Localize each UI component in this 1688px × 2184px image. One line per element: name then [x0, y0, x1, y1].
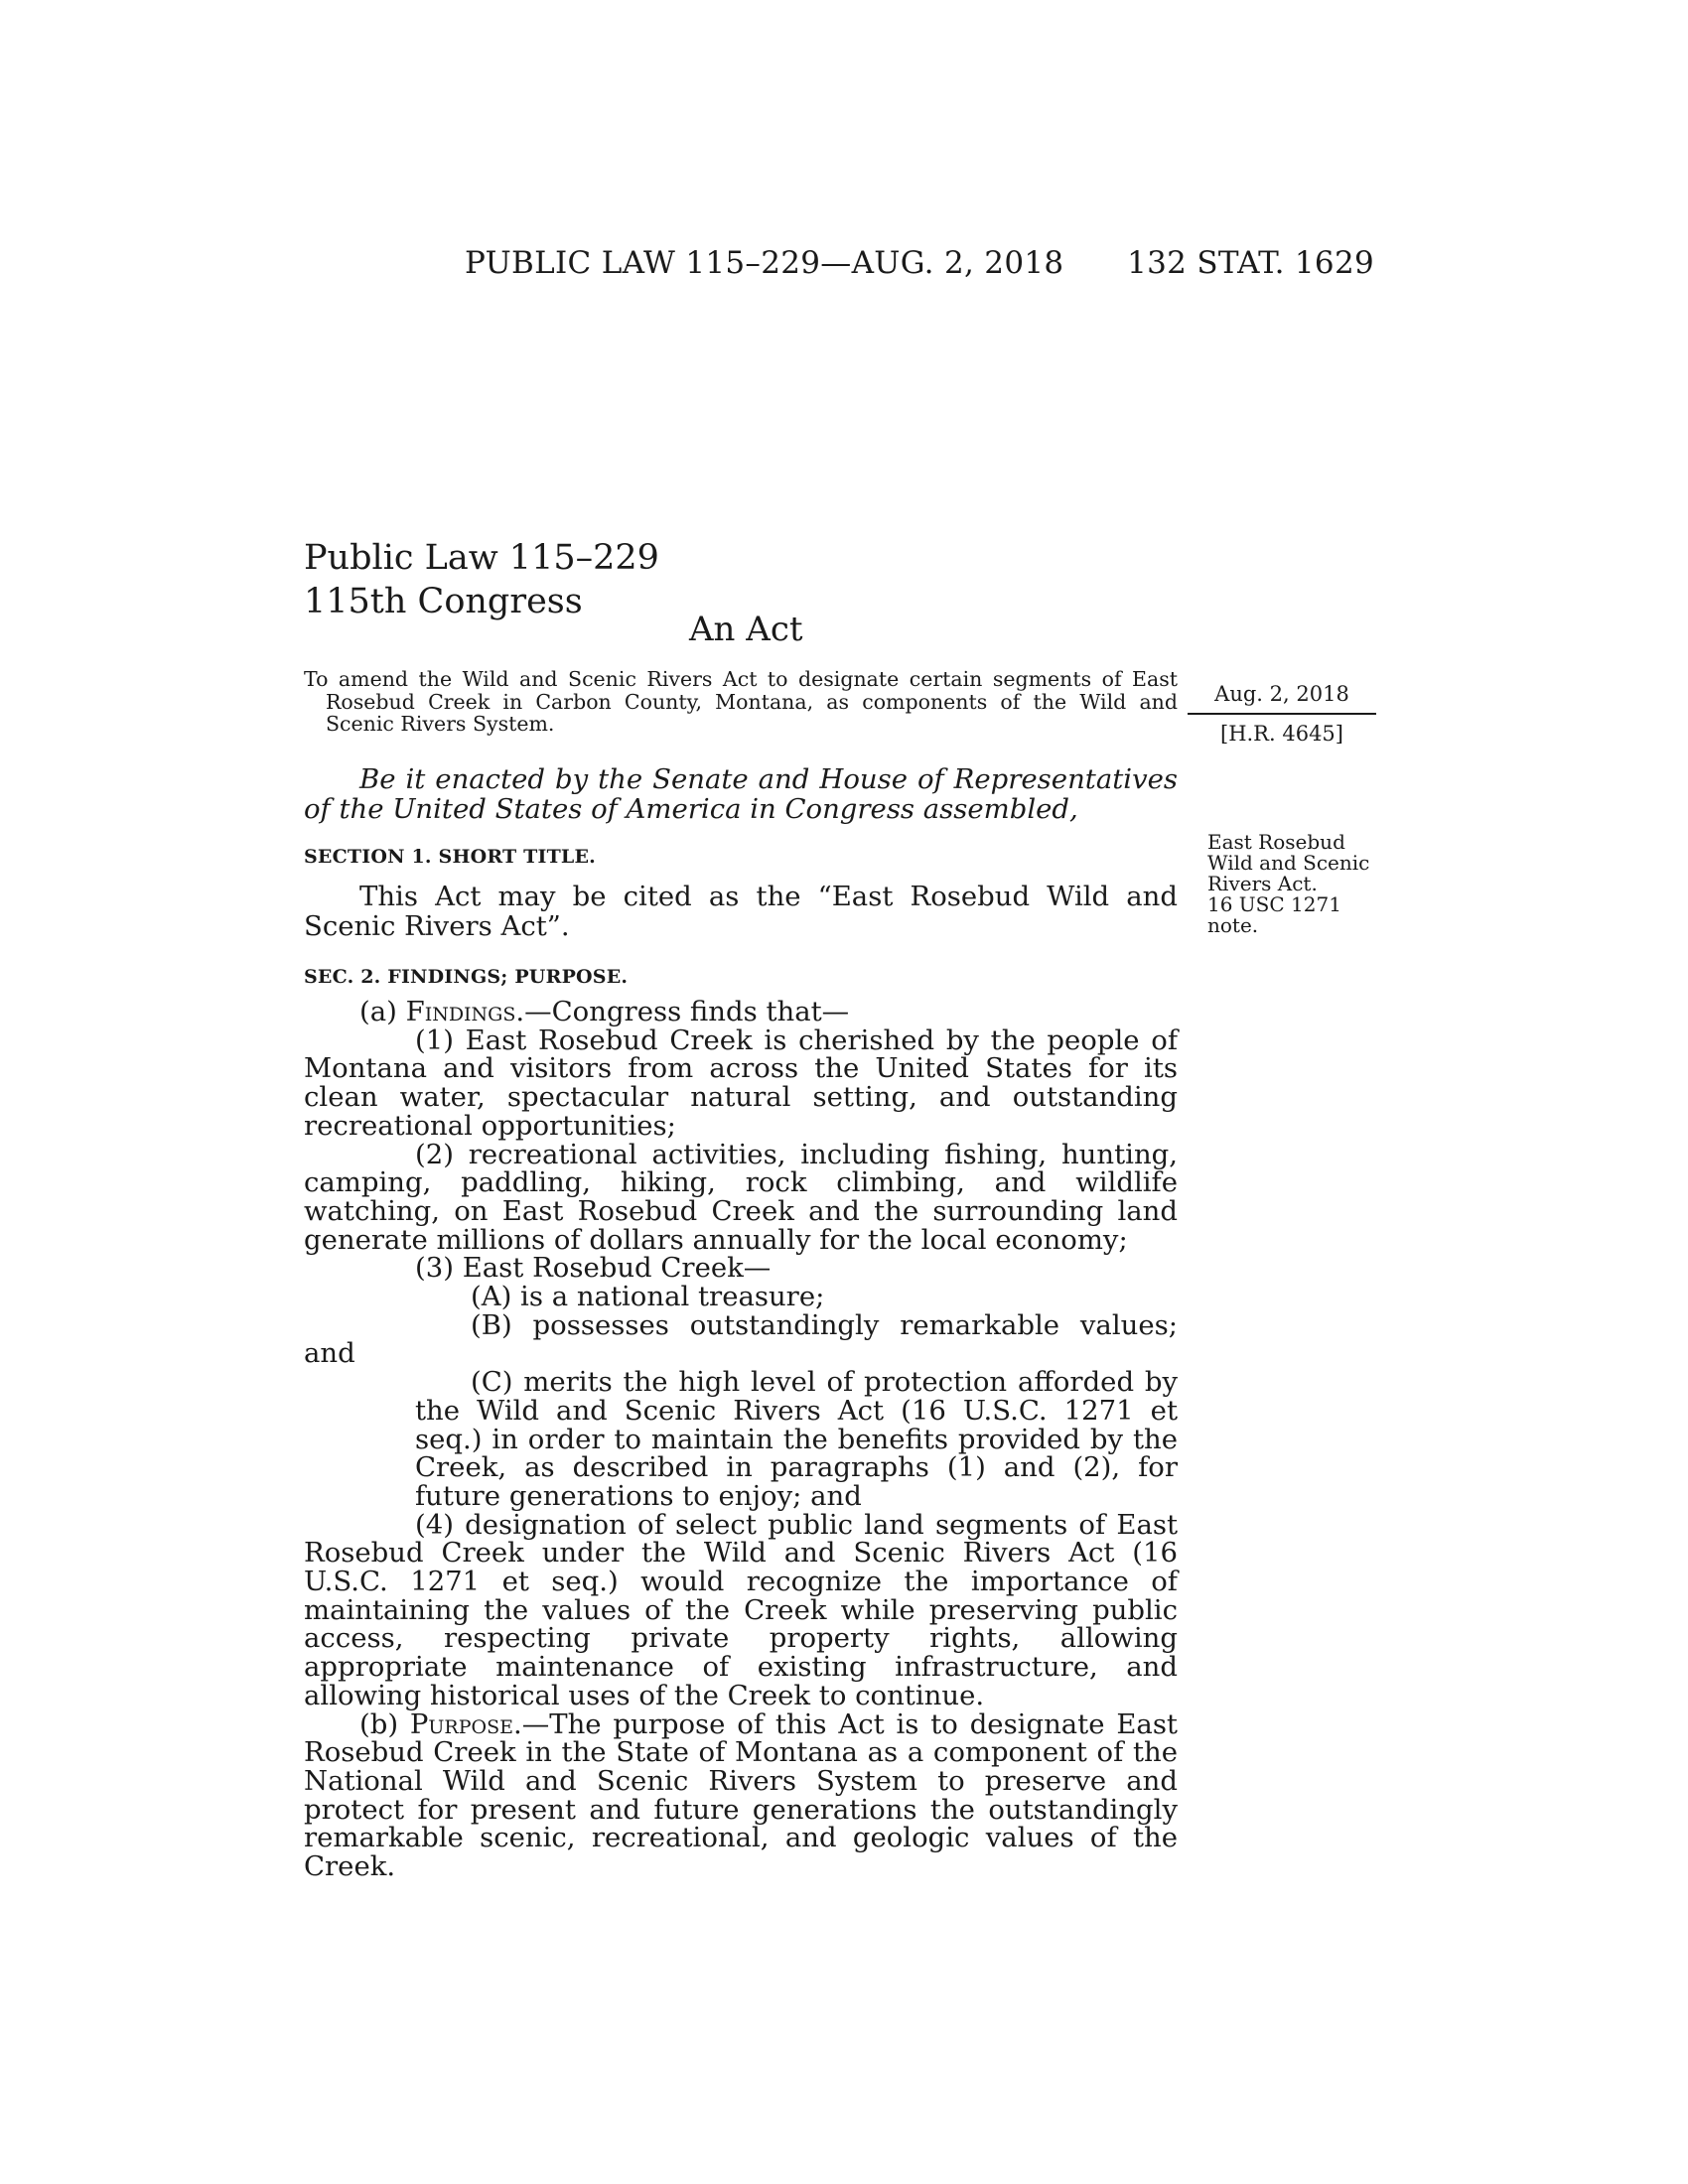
- enacting-clause: Be it enacted by the Senate and House of Representatives of the United States of America in Congress assembled,: [304, 763, 1178, 825]
- congress-number: 115th Congress: [304, 582, 583, 621]
- purpose-clause: To amend the Wild and Scenic Rivers Act to designate certain segments of East Rosebud Creek in Carbon County, Montana, as components of the Wild and Scenic Rivers System.: [304, 667, 1178, 736]
- margin-rule: [1188, 713, 1376, 715]
- finding-1: (1) East Rosebud Creek is cherished by the people of Montana and visitors from across the United States for its clean water, spectacular natural setting, and outstanding recreational opportunities;: [304, 1024, 1178, 1142]
- title-block: [304, 536, 659, 623]
- finding-2: (2) recreational activities, including fishing, hunting, camping, paddling, hiking, rock climbing, and wildlife watching, on East Rosebud Creek and the surrounding land generate millions of dollars annually for the local economy;: [304, 1138, 1178, 1256]
- running-head: PUBLIC LAW 115–229—AUG. 2, 2018: [465, 245, 1064, 281]
- section-1-text: This Act may be cited as the “East Rosebud Wild and Scenic Rivers Act”.: [304, 881, 1178, 942]
- finding-3: (3) East Rosebud Creek—: [415, 1252, 772, 1285]
- public-law-number: Public Law 115–229: [304, 538, 659, 578]
- subsection-a-text: .—Congress finds that—: [515, 996, 850, 1027]
- margin-date: Aug. 2, 2018: [1214, 682, 1349, 706]
- margin-bill-number: [H.R. 4645]: [1220, 722, 1343, 746]
- section-2-body: [304, 998, 1178, 1881]
- section-1-heading: SECTION 1. SHORT TITLE.: [304, 846, 596, 868]
- subsection-b: [304, 1707, 1178, 1883]
- statute-page-reference: 132 STAT. 1629: [1127, 245, 1374, 281]
- finding-3-b: (B) possesses outstandingly remarkable values; and: [304, 1308, 1178, 1370]
- finding-4: (4) designation of select public land segments of East Rosebud Creek under the Wild and Scenic Rivers Act (16 U.S.C. 1271 et seq.) would recognize the importance of maintaining the values of the Creek while preserving public access, respecting private property rights, allowing appropriate maintenance of existing infrastructure, and allowing historical uses of the Creek to continue.: [304, 1508, 1178, 1711]
- subsection-b-text: .—The purpose of this Act is to designate East Rosebud Creek in the State of Montana as a component of the National Wild and Scenic Rivers System to preserve and protect for present and future generations the outstandingly remarkable scenic, recreational, and geologic values of the Creek.: [304, 1707, 1178, 1883]
- finding-3-c: (C) merits the high level of protection afforded by the Wild and Scenic Rivers Act (16 U.S.C. 1271 et seq.) in order to maintain the benefits provided by the Creek, as described in paragraphs (1) and (2), for future generations to enjoy; and: [415, 1366, 1178, 1512]
- subsection-b-label: (b): [359, 1707, 410, 1740]
- subsection-a-label: (a): [359, 996, 406, 1027]
- finding-3-a: (A) is a national treasure;: [471, 1281, 825, 1313]
- subsection-a: [304, 998, 1178, 1026]
- subsection-b-caption: Purpose: [409, 1707, 513, 1740]
- subsection-a-caption: Findings: [405, 996, 516, 1027]
- section-2-heading: SEC. 2. FINDINGS; PURPOSE.: [304, 966, 629, 988]
- margin-note: East Rosebud Wild and Scenic Rivers Act. 16 USC 1271 note.: [1207, 830, 1370, 937]
- an-act-heading: An Act: [689, 610, 803, 649]
